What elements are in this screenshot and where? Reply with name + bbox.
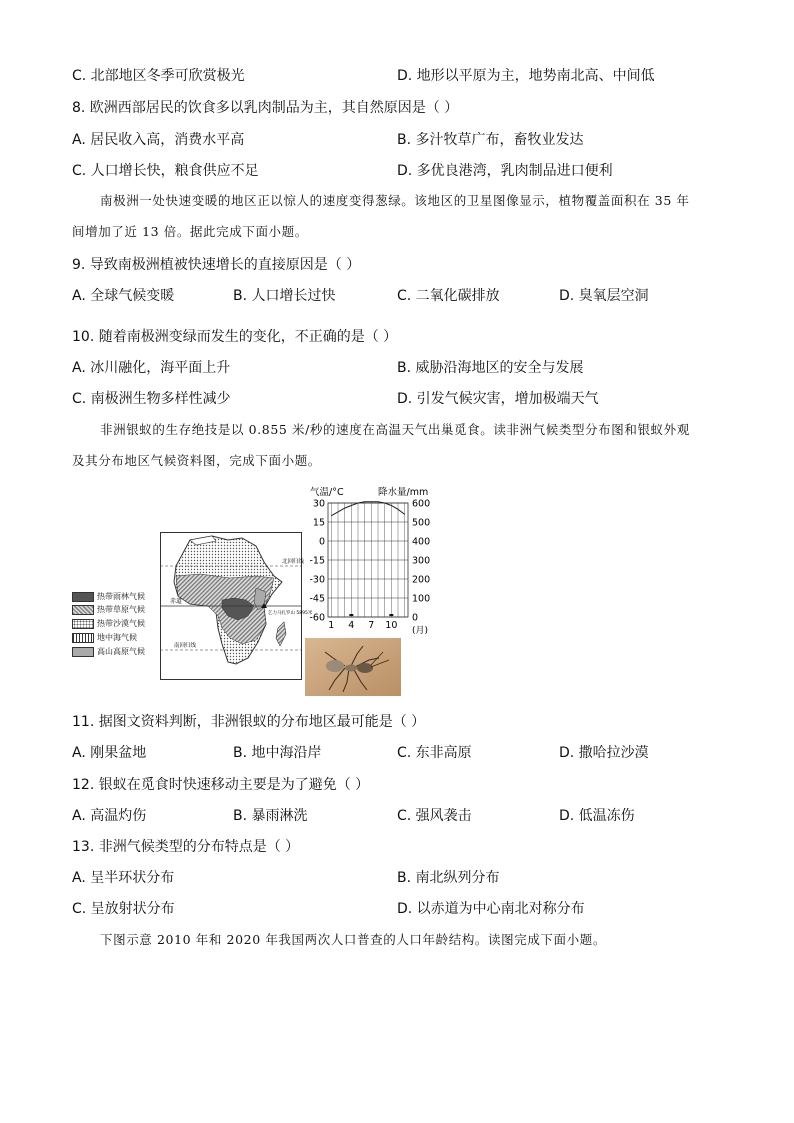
q11-option-c: C. 东非高原: [397, 745, 472, 761]
y2-tick-label: 100: [412, 593, 431, 605]
q12-option-c: C. 强风袭击: [397, 808, 472, 824]
q8-option-a: A. 居民收入高，消费水平高: [72, 132, 245, 148]
y-tick-label: -15: [309, 555, 325, 567]
q9-option-d: D. 臭氧层空洞: [559, 288, 649, 304]
silver-ant-photo: [305, 638, 401, 696]
q9-stem: 9. 导致南极洲植被快速增长的直接原因是（ ）: [72, 257, 361, 273]
q12-option-d: D. 低温冻伤: [559, 808, 635, 824]
y-tick-label: -30: [309, 574, 325, 586]
label-equator: 赤道: [170, 598, 183, 605]
y2-tick-label: 300: [412, 555, 431, 567]
q11-option-d: D. 撒哈拉沙漠: [559, 745, 649, 761]
legend-swatch: [72, 592, 94, 602]
precipitation-bar: [349, 614, 353, 616]
ant-abdomen: [326, 660, 344, 672]
passage-antarctica-line1: 南极洲一处快速变暖的地区正以惊人的速度变得葱绿。该地区的卫星图像显示，植物覆盖面积在 35 年: [100, 193, 690, 208]
q9-option-c: C. 二氧化碳排放: [397, 288, 500, 304]
label-kilimanjaro: 乞力马扎罗山 5895米: [268, 611, 313, 616]
q8-stem: 8. 欧洲西部居民的饮食多以乳肉制品为主，其自然原因是（ ）: [72, 100, 459, 116]
q9-option-a: A. 全球气候变暖: [72, 288, 175, 304]
x-tick-label: 4: [348, 620, 355, 631]
legend-swatch: [72, 633, 94, 643]
passage-ant-line1: 非洲银蚁的生存绝技是以 0.855 米/秒的速度在高温天气出巢觅食。读非洲气候类型分布图和银蚁外观: [100, 422, 690, 437]
passage-antarctica-line2: 间增加了近 13 倍。据此完成下面小题。: [72, 224, 308, 239]
q10-option-c: C. 南极洲生物多样性减少: [72, 391, 231, 407]
q8-option-b: B. 多汁牧草广布，畜牧业发达: [397, 132, 584, 148]
q11-option-b: B. 地中海沿岸: [233, 745, 322, 761]
q10-option-b: B. 威胁沿海地区的安全与发展: [397, 360, 584, 376]
q10-option-d: D. 引发气候灾害，增加极端天气: [397, 391, 599, 407]
x-tick-label: 7: [368, 620, 375, 631]
y-axis-label-precipitation: 降水量/mm: [378, 487, 429, 498]
precipitation-bar: [389, 614, 393, 616]
y2-tick-label: 400: [412, 536, 431, 548]
q10-stem: 10. 随着南极洲变绿而发生的变化，不正确的是（ ）: [72, 329, 398, 345]
y2-tick-label: 600: [412, 498, 431, 510]
legend-mediterranean: 地中海气候: [72, 632, 137, 643]
x-tick-label: 10: [385, 620, 398, 631]
q12-option-a: A. 高温灼伤: [72, 808, 147, 824]
y2-tick-label: 0: [412, 612, 419, 624]
q13-option-c: C. 呈放射状分布: [72, 901, 175, 917]
y2-tick-label: 200: [412, 574, 431, 586]
q13-option-d: D. 以赤道为中心南北对称分布: [397, 901, 585, 917]
legend-swatch: [72, 619, 94, 629]
legend-rainforest: 热带雨林气候: [72, 591, 145, 602]
q10-option-a: A. 冰川融化，海平面上升: [72, 360, 231, 376]
temperature-line: [331, 502, 404, 516]
y-axis-label-temperature: 气温/°C: [310, 487, 344, 498]
label-tropic-of-cancer: 北回归线: [282, 559, 305, 565]
legend-swatch: [72, 605, 94, 615]
africa-climate-map: [160, 532, 313, 680]
y-tick-label: 30: [312, 498, 325, 510]
label-tropic-of-capricorn: 南回归线: [174, 643, 197, 649]
q13-option-b: B. 南北纵列分布: [397, 870, 500, 886]
y-tick-label: -45: [309, 593, 325, 605]
q7-option-d: D. 地形以平原为主，地势南北高、中间低: [397, 68, 655, 84]
x-axis-unit: (月): [412, 626, 429, 636]
q11-stem: 11. 据图文资料判断，非洲银蚁的分布地区最可能是（ ）: [72, 714, 426, 730]
passage-census-line1: 下图示意 2010 年和 2020 年我国两次人口普查的人口年龄结构。读图完成下面小题。: [100, 932, 606, 947]
passage-ant-line2: 及其分布地区气候资料图，完成下面小题。: [72, 453, 321, 468]
q8-option-d: D. 多优良港湾，乳肉制品进口便利: [397, 163, 613, 179]
y-tick-label: 15: [312, 517, 325, 529]
q13-stem: 13. 非洲气候类型的分布特点是（ ）: [72, 839, 300, 855]
q8-option-c: C. 人口增长快，粮食供应不足: [72, 163, 259, 179]
y2-tick-label: 500: [412, 517, 431, 529]
y-tick-label: -60: [309, 612, 325, 624]
legend-desert: 热带沙漠气候: [72, 618, 145, 629]
q11-option-a: A. 刚果盆地: [72, 745, 147, 761]
ant-head: [357, 663, 373, 673]
climate-chart: [302, 483, 444, 635]
q13-option-a: A. 呈半环状分布: [72, 870, 175, 886]
q9-option-b: B. 人口增长过快: [233, 288, 336, 304]
legend-savanna: 热带草原气候: [72, 604, 145, 615]
y-tick-label: 0: [318, 536, 325, 548]
ant-thorax: [345, 665, 357, 672]
q7-option-c: C. 北部地区冬季可欣赏极光: [72, 68, 245, 84]
legend-highland: 高山高原气候: [72, 646, 145, 657]
q12-option-b: B. 暴雨淋洗: [233, 808, 308, 824]
q12-stem: 12. 银蚁在觅食时快速移动主要是为了避免（ ）: [72, 777, 370, 793]
x-tick-label: 1: [328, 620, 335, 631]
legend-swatch: [72, 647, 94, 657]
